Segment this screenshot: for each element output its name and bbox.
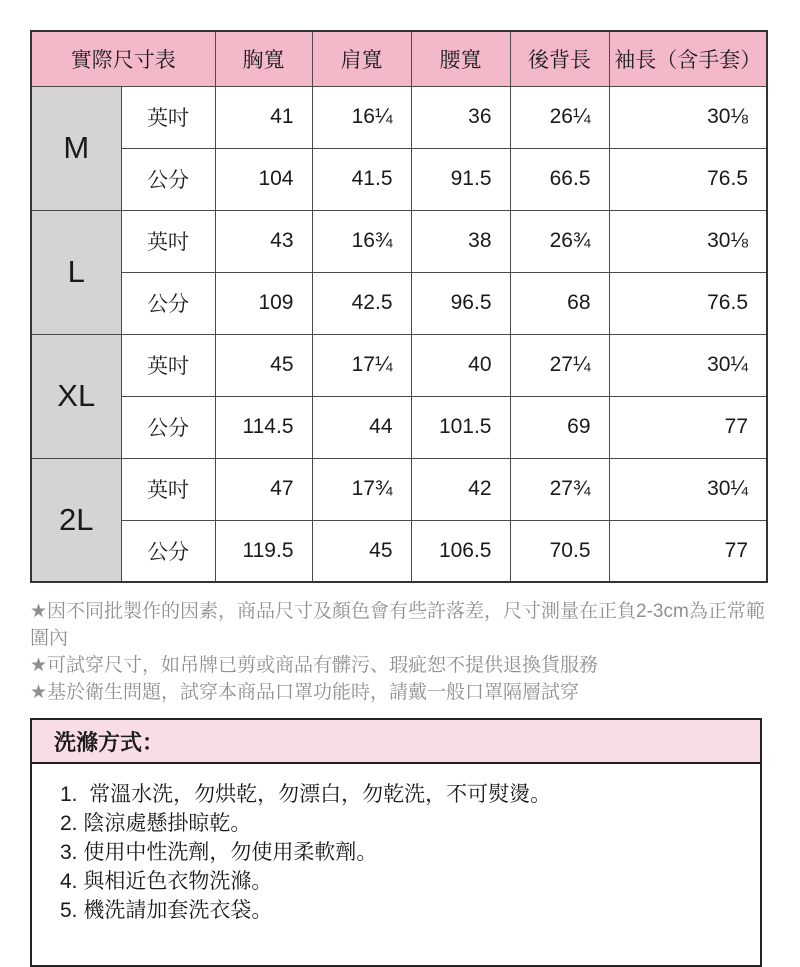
value-cell: 26¾ <box>510 210 609 272</box>
washing-instruction: 4. 與相近色衣物洗滌。 <box>60 870 273 893</box>
value-cell: 44 <box>312 396 411 458</box>
table-row <box>31 210 767 272</box>
value-cell: 109 <box>215 272 312 334</box>
unit-label-cm: 公分 <box>121 148 215 210</box>
unit-label-cm: 公分 <box>121 396 215 458</box>
value-cell: 16¾ <box>312 210 411 272</box>
value-cell: 91.5 <box>411 148 510 210</box>
value-cell: 38 <box>411 210 510 272</box>
value-cell: 40 <box>411 334 510 396</box>
table-row <box>31 334 767 396</box>
table-row <box>31 520 767 582</box>
value-cell: 26¼ <box>510 86 609 148</box>
value-cell: 30¼ <box>609 334 767 396</box>
washing-instructions-box <box>30 718 762 967</box>
value-cell: 16¼ <box>312 86 411 148</box>
unit-label-inch: 英吋 <box>121 334 215 396</box>
column-header-shoulder: 肩寬 <box>312 31 411 86</box>
column-header-sleeve: 袖長（含手套） <box>609 31 767 86</box>
note-line: ★基於衛生問題，試穿本商品口罩功能時，請戴一般口罩隔層試穿 <box>30 682 580 703</box>
table-title: 實際尺寸表 <box>31 31 215 86</box>
washing-instruction: 2. 陰涼處懸掛晾乾。 <box>60 812 252 835</box>
column-header-back-length: 後背長 <box>510 31 609 86</box>
value-cell: 104 <box>215 148 312 210</box>
value-cell: 70.5 <box>510 520 609 582</box>
value-cell: 42.5 <box>312 272 411 334</box>
value-cell: 30⅛ <box>609 86 767 148</box>
note-line: ★因不同批製作的因素，商品尺寸及顏色會有些許落差，尺寸測量在正負2-3cm為正常範圍內 <box>30 601 765 649</box>
value-cell: 41 <box>215 86 312 148</box>
table-row <box>31 148 767 210</box>
value-cell: 76.5 <box>609 148 767 210</box>
value-cell: 27¾ <box>510 458 609 520</box>
value-cell: 45 <box>215 334 312 396</box>
table-row <box>31 458 767 520</box>
size-label-m: M <box>31 86 121 210</box>
value-cell: 47 <box>215 458 312 520</box>
table-row <box>31 272 767 334</box>
table-row <box>31 396 767 458</box>
value-cell: 66.5 <box>510 148 609 210</box>
size-label-xl: XL <box>31 334 121 458</box>
value-cell: 119.5 <box>215 520 312 582</box>
value-cell: 30⅛ <box>609 210 767 272</box>
value-cell: 41.5 <box>312 148 411 210</box>
value-cell: 101.5 <box>411 396 510 458</box>
size-label-2l: 2L <box>31 458 121 582</box>
unit-label-inch: 英吋 <box>121 210 215 272</box>
value-cell: 114.5 <box>215 396 312 458</box>
value-cell: 68 <box>510 272 609 334</box>
washing-instruction: 5. 機洗請加套洗衣袋。 <box>60 899 273 922</box>
value-cell: 30¼ <box>609 458 767 520</box>
value-cell: 77 <box>609 520 767 582</box>
disclaimer-notes <box>30 598 770 706</box>
value-cell: 69 <box>510 396 609 458</box>
note-line: ★可試穿尺寸，如吊牌已剪或商品有髒污、瑕疵恕不提供退換貨服務 <box>30 655 599 676</box>
table-row <box>31 86 767 148</box>
unit-label-cm: 公分 <box>121 520 215 582</box>
value-cell: 96.5 <box>411 272 510 334</box>
unit-label-inch: 英吋 <box>121 86 215 148</box>
washing-instructions-list <box>32 764 760 965</box>
value-cell: 17¼ <box>312 334 411 396</box>
value-cell: 43 <box>215 210 312 272</box>
value-cell: 17¾ <box>312 458 411 520</box>
size-table <box>30 30 768 583</box>
washing-instruction: 1. 常溫水洗，勿烘乾，勿漂白，勿乾洗，不可熨燙。 <box>60 783 552 806</box>
value-cell: 42 <box>411 458 510 520</box>
value-cell: 36 <box>411 86 510 148</box>
washing-instructions-title: 洗滌方式： <box>32 720 760 764</box>
value-cell: 76.5 <box>609 272 767 334</box>
table-header-row <box>31 31 767 86</box>
column-header-waist: 腰寬 <box>411 31 510 86</box>
washing-instruction: 3. 使用中性洗劑，勿使用柔軟劑。 <box>60 841 378 864</box>
value-cell: 77 <box>609 396 767 458</box>
column-header-chest: 胸寬 <box>215 31 312 86</box>
unit-label-cm: 公分 <box>121 272 215 334</box>
size-label-l: L <box>31 210 121 334</box>
value-cell: 106.5 <box>411 520 510 582</box>
value-cell: 45 <box>312 520 411 582</box>
unit-label-inch: 英吋 <box>121 458 215 520</box>
value-cell: 27¼ <box>510 334 609 396</box>
